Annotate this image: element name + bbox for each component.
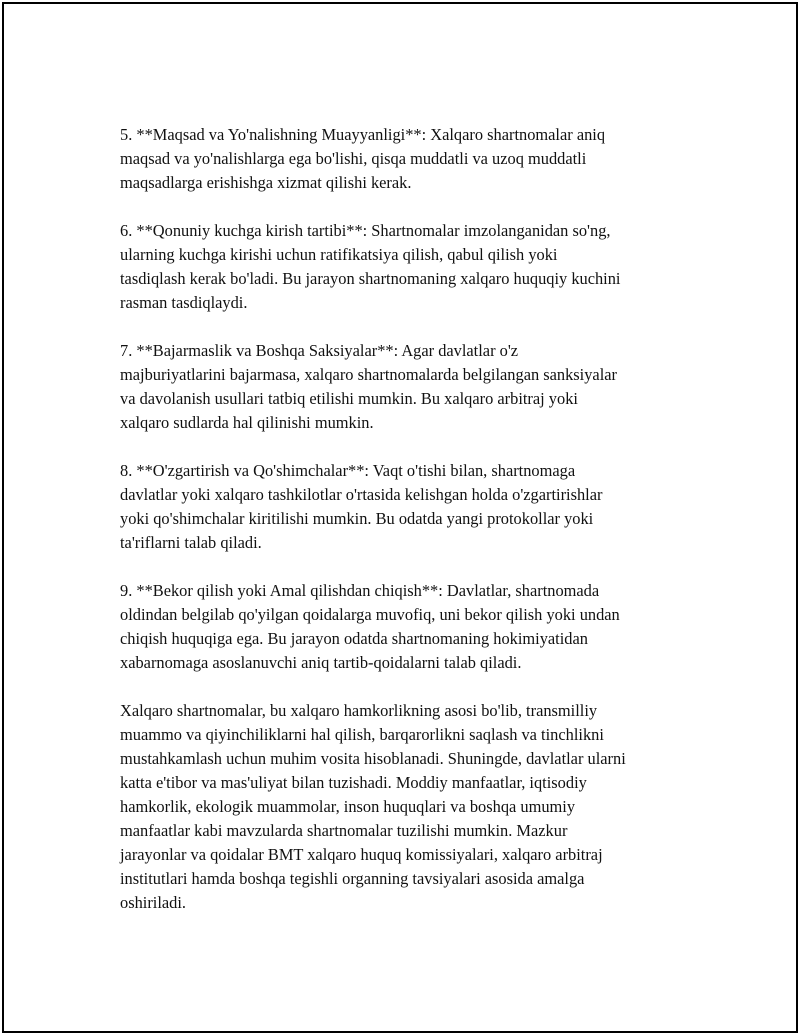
paragraph-item-6: 6. **Qonuniy kuchga kirish tartibi**: Shartnomalar imzolanganidan so'ng, ularning kuchga kirishi uchun ratifikatsiya qilish, qabul qilish yoki tasdiqlash kerak bo'ladi. Bu jarayon shartnomaning xalqaro huquqiy kuchini rasman tasdiqlaydi. <box>120 221 621 312</box>
document-body <box>120 123 700 939</box>
paragraph-item-9: 9. **Bekor qilish yoki Amal qilishdan chiqish**: Davlatlar, shartnomada oldindan belgilab qo'yilgan qoidalarga muvofiq, uni bekor qilish yoki undan chiqish huquqiga ega. Bu jarayon odatda shartnomaning hokimiyatidan xabarnomaga asoslanuvchi aniq tartib-qoidalarni talab qiladi. <box>120 581 620 672</box>
paragraph-item-7: 7. **Bajarmaslik va Boshqa Saksiyalar**: Agar davlatlar o'z majburiyatlarini bajarmasa, xalqaro shartnomalarda belgilangan sanksiyalar va davolanish usullari tatbiq etilishi mumkin. Bu xalqaro arbitraj yoki xalqaro sudlarda hal qilinishi mumkin. <box>120 341 617 432</box>
paragraph-item-8: 8. **O'zgartirish va Qo'shimchalar**: Vaqt o'tishi bilan, shartnomaga davlatlar yoki xalqaro tashkilotlar o'rtasida kelishgan holda o'zgartirishlar yoki qo'shimchalar kiritilishi mumkin. Bu odatda yangi protokollar yoki ta'riflarni talab qiladi. <box>120 461 603 552</box>
page-frame <box>2 2 798 1033</box>
paragraph-item-5: 5. **Maqsad va Yo'nalishning Muayyanligi**: Xalqaro shartnomalar aniq maqsad va yo'nalishlarga ega bo'lishi, qisqa muddatli va uzoq muddatli maqsadlarga erishishga xizmat qilishi kerak. <box>120 125 606 192</box>
closing-paragraph: Xalqaro shartnomalar, bu xalqaro hamkorlikning asosi bo'lib, transmilliy muammo va qiyinchiliklarni hal qilish, barqarorlikni saqlash va tinchlikni mustahkamlash uchun muhim vosita hisoblanadi. Shuningde, davlatlar ularni katta e'tibor va mas'uliyat bilan tuzishadi. Moddiy manfaatlar, iqtisodiy hamkorlik, ekologik muammolar, inson huquqlari va boshqa umumiy manfaatlar kabi mavzularda shartnomalar tuzilishi mumkin. Mazkur jarayonlar va qoidalar BMT xalqaro huquq komissiyalari, xalqaro arbitraj institutlari hamda boshqa tegishli organning tavsiyalari asosida amalga oshiriladi. <box>120 701 626 912</box>
